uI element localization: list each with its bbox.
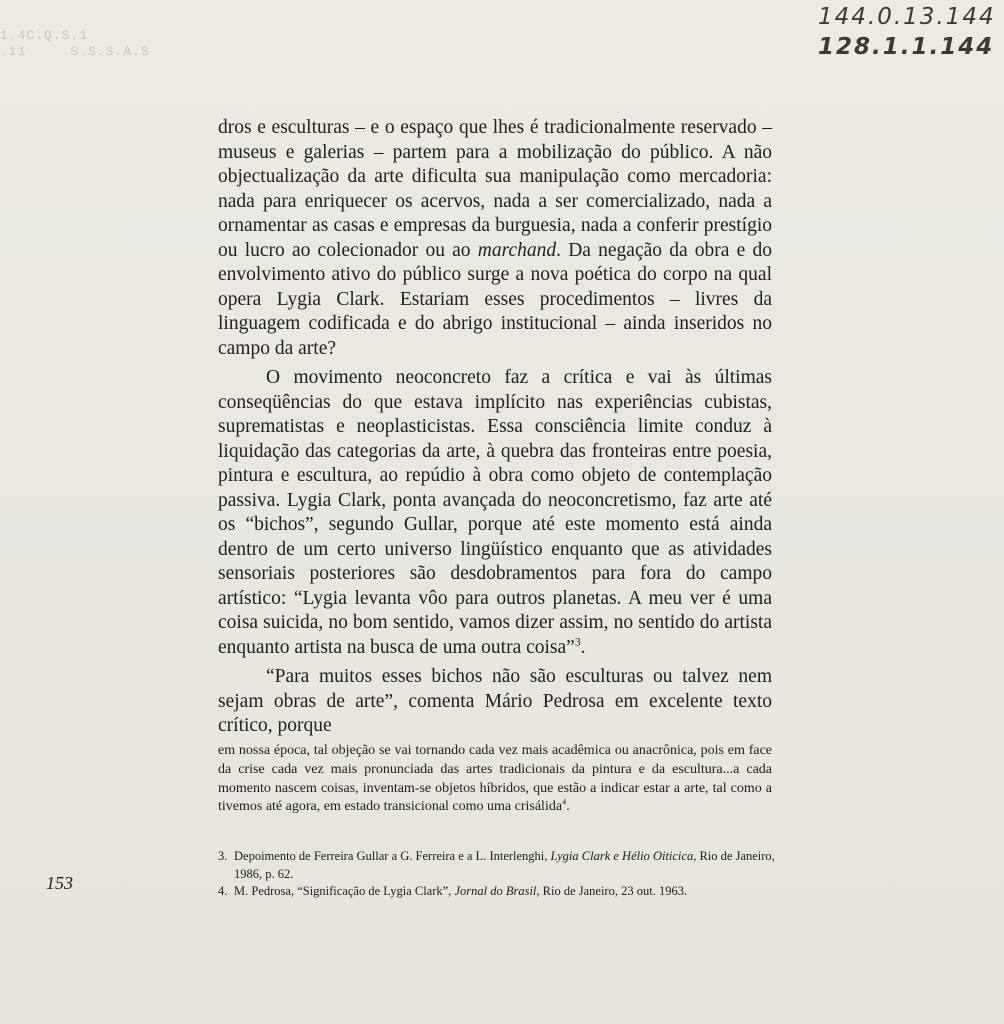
footnote-3	[218, 848, 778, 883]
footnote-4-number: 4.	[218, 884, 228, 898]
footnote-4-text-end: , Rio de Janeiro, 23 out. 1963.	[536, 884, 688, 898]
footnote-3-title: Lygia Clark e Hélio Oiticica	[550, 849, 694, 863]
handwritten-annotation	[818, 2, 998, 62]
paragraph-3	[218, 665, 772, 739]
paragraph-1-italic-term: marchand	[477, 239, 557, 261]
footnote-ref-4: 4	[562, 797, 567, 807]
block-quote	[218, 742, 772, 817]
footnote-3-text-end: , Rio de Janeiro, 1986, p. 62.	[234, 849, 775, 881]
bleed-through-text: 1.4C.Q.S.1 .11 S.S.S.A.S	[0, 28, 150, 59]
body-text	[218, 116, 772, 739]
paragraph-1	[218, 116, 772, 361]
footnote-4-title: Jornal do Brasil	[454, 884, 537, 898]
footnote-3-number: 3.	[218, 849, 228, 863]
handwritten-line-1: 144.0.13.144	[818, 4, 996, 30]
footnote-3-text: Depoimento de Ferreira Gullar a G. Ferreira e a L. Interlenghi,	[234, 849, 548, 863]
footnote-4	[218, 883, 778, 901]
paragraph-3-text: “Para muitos esses bichos não são esculturas ou talvez nem sejam obras de arte”, comenta Mário Pedrosa em excelente texto crítico, porque	[218, 666, 772, 736]
handwritten-line-2: 128.1.1.144	[818, 34, 995, 60]
page-number: 153	[46, 873, 73, 893]
footnote-4-text: M. Pedrosa, “Significação de Lygia Clark”,	[234, 884, 452, 898]
footnotes	[218, 848, 778, 901]
block-quote-end: .	[566, 799, 570, 815]
block-quote-text: em nossa época, tal objeção se vai tornando cada vez mais acadêmica ou anacrônica, pois em face da crise cada vez mais pronunciada das artes tradicionais da pintura e da escultura...a cada momento nascem coisas, inventam-se objetos híbridos, que estão a indicar estar a arte, tal como a tivemos até agora, em estado transicional como uma crisálida	[218, 743, 772, 815]
paragraph-2	[218, 366, 772, 660]
paragraph-1-text-end: . Da negação da obra e do envolvimento ativo do público surge a nova poética do corpo na qual opera Lygia Clark. Estariam esses procedimentos – livres da linguagem codificada e do abrigo institucional – ainda inseridos no campo da arte?	[218, 239, 772, 359]
paragraph-1-text: dros e esculturas – e o espaço que lhes é tradicionalmente reservado – museus e galerias – partem para a mobilização do público. A não objectualização da arte dificulta sua manipulação como mercadoria: nada para enriquecer os acervos, nada a ser comercializado, nada a ornamentar as casas e empresas da burguesia, nada a conferir prestígio ou lucro ao colecionador ou ao	[218, 117, 772, 261]
paragraph-2-text-end: .	[580, 636, 586, 658]
paragraph-2-text: O movimento neoconcreto faz a crítica e vai às últimas conseqüências do que estava implícito nas experiências cubistas, suprematistas e neoplasticistas. Essa consciência limite conduz à liquidação das categorias da arte, à quebra das fronteiras entre poesia, pintura e escultura, ao repúdio à obra como objeto de contemplação passiva. Lygia Clark, ponta avançada do neoconcretismo, faz arte até os “bichos”, segundo Gullar, porque até este momento está ainda dentro de um certo universo lingüístico enquanto que as atividades sensoriais posteriores são desdobramentos para fora do campo artístico: “Lygia levanta vôo para outros planetas. A meu ver é uma coisa suicida, no bom sentido, vamos dizer assim, no sentido do artista enquanto artista na busca de uma outra coisa”	[218, 367, 772, 658]
footnote-ref-3: 3	[574, 635, 581, 648]
